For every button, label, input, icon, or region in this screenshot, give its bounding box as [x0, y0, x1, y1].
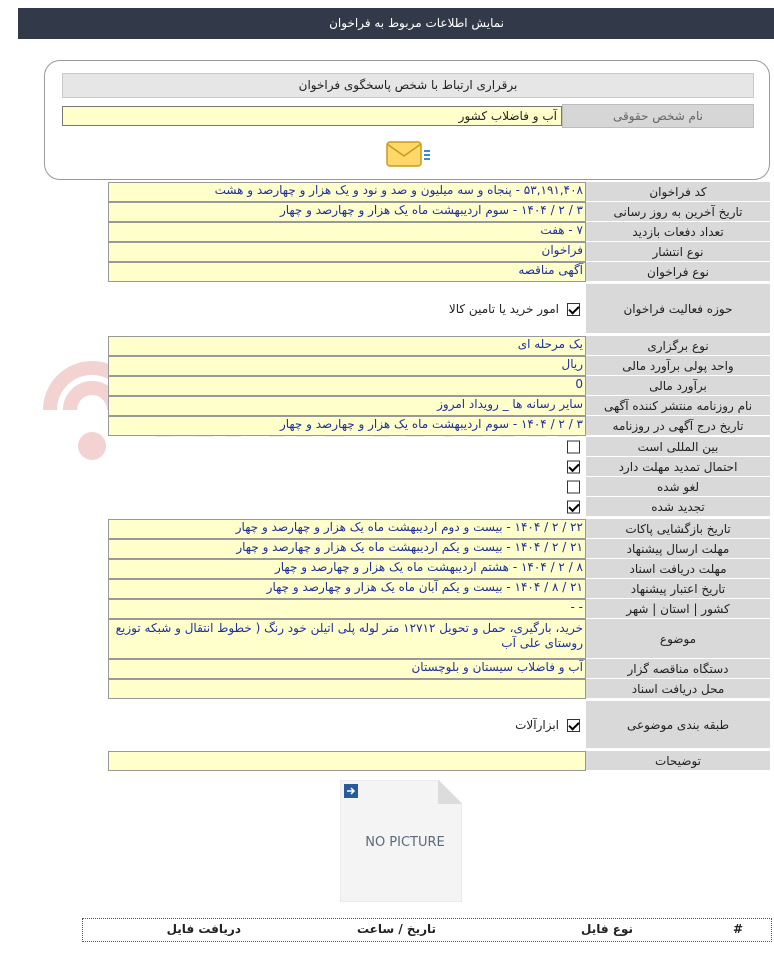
field-row-newspaper-date: [108, 416, 770, 436]
field-label-location: کشور | استان | شهر: [586, 599, 770, 619]
col-index: #: [732, 922, 743, 936]
checkbox-group-international: [567, 441, 580, 454]
field-value-estimate: 0: [108, 376, 586, 396]
checkbox-category[interactable]: [567, 719, 580, 732]
field-label-holding-type: نوع برگزاری: [586, 336, 770, 356]
field-value-docs-place: [108, 679, 586, 699]
checkbox-extension[interactable]: [567, 461, 580, 474]
field-label-subject: موضوع: [586, 619, 770, 659]
field-row-call-type: [108, 262, 770, 282]
field-value-visit-count: ۷ - هفت: [108, 222, 586, 242]
field-value-publish-type: فراخوان: [108, 242, 586, 262]
checkbox-renewed[interactable]: [567, 501, 580, 514]
field-label-renewed: تجدید شده: [586, 497, 770, 517]
field-row-submit-deadline: [108, 539, 770, 559]
field-row-docs-place: [108, 679, 770, 699]
field-label-activity-field: حوزه فعالیت فراخوان: [586, 284, 770, 334]
legal-name-value: آب و فاضلاب کشور: [62, 106, 562, 126]
checkbox-cancelled[interactable]: [567, 481, 580, 494]
field-value-renewed: [108, 497, 586, 517]
checkbox-activity-field[interactable]: [567, 303, 580, 316]
field-label-call-type: نوع فراخوان: [586, 262, 770, 282]
field-value-holding-type: یک مرحله ای: [108, 336, 586, 356]
contact-title: برقراری ارتباط با شخص پاسخگوی فراخوان: [62, 73, 754, 98]
no-picture-image: [340, 780, 462, 902]
field-value-description: [108, 751, 586, 771]
field-label-last-update: تاریخ آخرین به روز رسانی: [586, 202, 770, 222]
col-download: دریافت فایل: [166, 922, 241, 936]
field-label-docs-deadline: مهلت دریافت اسناد: [586, 559, 770, 579]
field-label-publish-type: نوع انتشار: [586, 242, 770, 262]
field-row-category: [108, 701, 770, 749]
page-title: نمایش اطلاعات مربوط به فراخوان: [329, 16, 504, 30]
field-row-validity-date: [108, 579, 770, 599]
envelope-icon[interactable]: [384, 138, 432, 170]
field-value-activity-field: [108, 284, 586, 334]
field-label-opening-date: تاریخ بازگشایی پاکات: [586, 519, 770, 539]
field-row-newspaper: [108, 396, 770, 416]
field-row-location: [108, 599, 770, 619]
field-label-currency: واحد پولی برآورد مالی: [586, 356, 770, 376]
field-value-subject: خرید، بارگیری، حمل و تحویل ۱۲۷۱۲ متر لوله پلی اتیلن خود رنگ ( خطوط انتقال و شبکه توزیع روستای علی آب: [108, 619, 586, 659]
field-label-organizer: دستگاه مناقصه گزار: [586, 659, 770, 679]
field-label-description: توضیحات: [586, 751, 770, 771]
checkbox-label-activity-field: امور خرید یا تامین کالا: [448, 302, 559, 316]
field-label-newspaper: نام روزنامه منتشر کننده آگهی: [586, 396, 770, 416]
field-value-last-update: ۳ / ۲ / ۱۴۰۴ - سوم اردیبهشت ماه یک هزار و چهارصد و چهار: [108, 202, 586, 222]
field-row-docs-deadline: [108, 559, 770, 579]
field-value-submit-deadline: ۲۱ / ۲ / ۱۴۰۴ - بیست و یکم اردیبهشت ماه یک هزار و چهارصد و چهار: [108, 539, 586, 559]
field-value-category: [108, 701, 586, 749]
field-label-docs-place: محل دریافت اسناد: [586, 679, 770, 699]
col-file-type: نوع فایل: [581, 922, 633, 936]
field-value-extension: [108, 457, 586, 477]
field-label-newspaper-date: تاریخ درج آگهی در روزنامه: [586, 416, 770, 436]
field-label-extension: احتمال تمدید مهلت دارد: [586, 457, 770, 477]
field-value-cancelled: [108, 477, 586, 497]
field-row-international: [108, 437, 770, 457]
checkbox-group-category: [515, 718, 580, 732]
field-row-publish-type: [108, 242, 770, 262]
field-value-call-type: آگهی مناقصه: [108, 262, 586, 282]
checkbox-group-renewed: [567, 501, 580, 514]
checkbox-international[interactable]: [567, 441, 580, 454]
field-value-newspaper-date: ۳ / ۲ / ۱۴۰۴ - سوم اردیبهشت ماه یک هزار و چهارصد و چهار: [108, 416, 586, 436]
field-row-holding-type: [108, 336, 770, 356]
field-label-visit-count: تعداد دفعات بازدید: [586, 222, 770, 242]
field-row-code: [108, 182, 770, 202]
field-label-code: کد فراخوان: [586, 182, 770, 202]
page-header: [18, 8, 774, 39]
checkbox-group-activity-field: [449, 302, 580, 316]
field-row-organizer: [108, 659, 770, 679]
checkbox-group-extension: [567, 461, 580, 474]
no-picture-text: NO PICTURE: [365, 835, 445, 850]
field-row-subject: [108, 619, 770, 659]
field-row-opening-date: [108, 519, 770, 539]
checkbox-label-category: ابزارآلات: [515, 718, 559, 732]
field-row-extension: [108, 457, 770, 477]
field-value-newspaper: سایر رسانه ها _ رویداد امروز: [108, 396, 586, 416]
field-row-visit-count: [108, 222, 770, 242]
field-row-description: [108, 751, 770, 771]
field-row-currency: [108, 356, 770, 376]
field-value-docs-deadline: ۸ / ۲ / ۱۴۰۴ - هشتم اردیبهشت ماه یک هزار و چهارصد و چهار: [108, 559, 586, 579]
field-label-submit-deadline: مهلت ارسال پیشنهاد: [586, 539, 770, 559]
field-label-category: طبقه بندی موضوعی: [586, 701, 770, 749]
field-row-cancelled: [108, 477, 770, 497]
field-value-opening-date: ۲۲ / ۲ / ۱۴۰۴ - بیست و دوم اردیبهشت ماه یک هزار و چهارصد و چهار: [108, 519, 586, 539]
checkbox-group-cancelled: [567, 481, 580, 494]
field-row-renewed: [108, 497, 770, 517]
field-row-last-update: [108, 202, 770, 222]
files-table-header: [82, 918, 772, 942]
field-label-cancelled: لغو شده: [586, 477, 770, 497]
field-value-code: ۵۳,۱۹۱,۴۰۸ - پنجاه و سه میلیون و صد و نود و یک هزار و چهارصد و هشت: [108, 182, 586, 202]
field-label-estimate: برآورد مالی: [586, 376, 770, 396]
field-row-estimate: [108, 376, 770, 396]
field-label-international: بین المللی است: [586, 437, 770, 457]
legal-name-button[interactable]: نام شخص حقوقی: [562, 104, 754, 128]
field-value-currency: ریال: [108, 356, 586, 376]
field-value-international: [108, 437, 586, 457]
field-value-organizer: آب و فاضلاب سیستان و بلوچستان: [108, 659, 586, 679]
field-value-validity-date: ۲۱ / ۸ / ۱۴۰۴ - بیست و یکم آبان ماه یک هزار و چهارصد و چهار: [108, 579, 586, 599]
col-date-time: تاریخ / ساعت: [356, 922, 436, 936]
field-row-activity-field: [108, 284, 770, 334]
field-value-location: - -: [108, 599, 586, 619]
field-label-validity-date: تاریخ اعتبار پیشنهاد: [586, 579, 770, 599]
